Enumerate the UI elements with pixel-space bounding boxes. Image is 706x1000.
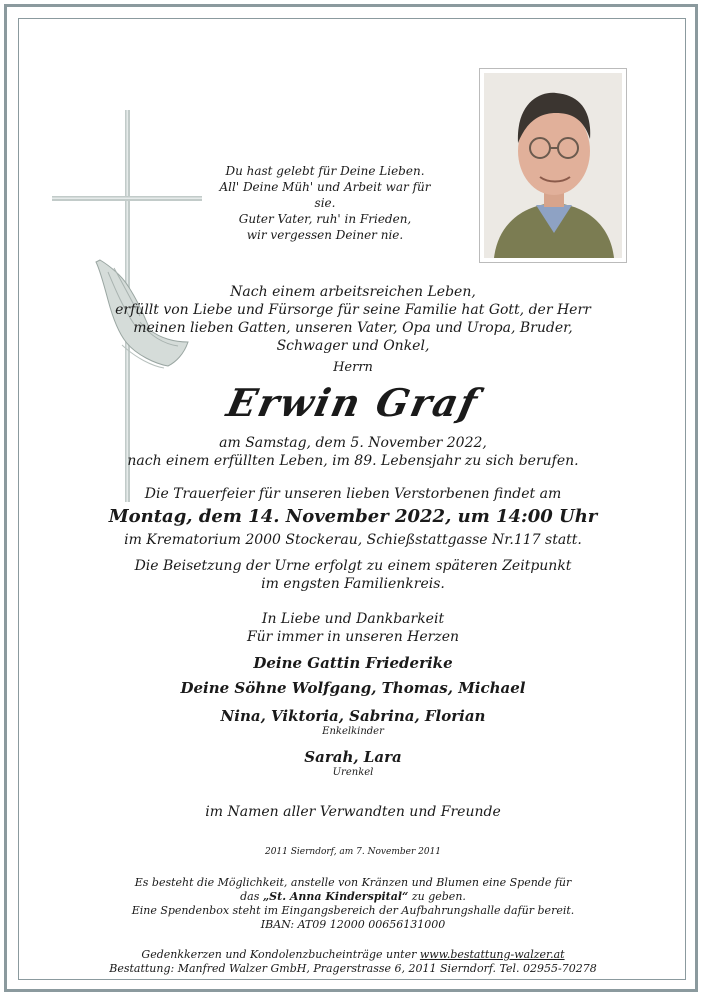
donation-line: Eine Spendenbox steht im Eingangsbereich der Aufbahrungshalle dafür bereit. [131, 904, 575, 917]
donation-line: Es besteht die Möglichkeit, anstelle von Kränzen und Blumen eine Spende für [134, 876, 572, 889]
intro-line: meinen lieben Gatten, unseren Vater, Opa und Uropa, Bruder, [133, 320, 573, 336]
date-place: 2011 Sierndorf, am 7. November 2011 [264, 847, 442, 857]
poem-line: All' Deine Müh' und Arbeit war für sie. [219, 180, 431, 210]
family-wife: Deine Gattin Friederike [253, 654, 453, 672]
great-grandchildren-label: Urenkel [332, 767, 374, 778]
intro-line: Schwager und Onkel, [276, 338, 430, 354]
footer-address: Bestattung: Manfred Walzer GmbH, Pragerstrasse 6, 2011 Sierndorf. Tel. 02955-70278 [109, 962, 597, 975]
closing-line: In Liebe und Dankbarkeit [261, 611, 445, 627]
donation-charity: „St. Anna Kinderspital“ [262, 890, 409, 903]
poem-line: Guter Vater, ruh' in Frieden, [238, 212, 412, 226]
donation-line [0, 890, 706, 904]
poem-line: wir vergessen Deiner nie. [246, 228, 404, 242]
burial-line: Die Beisetzung der Urne erfolgt zu einem späteren Zeitpunkt [134, 558, 572, 574]
poem-line: Du hast gelebt für Deine Lieben. [225, 164, 425, 178]
death-line: am Samstag, dem 5. November 2022, [219, 435, 487, 451]
intro-line: erfüllt von Liebe und Fürsorge für seine Familie hat Gott, der Herr [115, 302, 591, 318]
ceremony-date: Montag, dem 14. November 2022, um 14:00 Uhr [108, 506, 598, 527]
deceased-name: Erwin Graf [222, 380, 484, 425]
website-link[interactable]: www.bestattung-walzer.at [419, 948, 565, 961]
intro-line: Nach einem arbeitsreichen Leben, [230, 284, 476, 300]
family-great-grandchildren: Sarah, Lara [304, 748, 402, 766]
footer-text: Gedenkkerzen und Kondolenzbucheinträge unter [141, 948, 420, 961]
ceremony-place: im Krematorium 2000 Stockerau, Schießstattgasse Nr.117 statt. [124, 532, 582, 548]
family-grandchildren: Nina, Viktoria, Sabrina, Florian [220, 707, 486, 725]
portrait-photo [479, 68, 627, 263]
donation-text: zu geben. [408, 890, 466, 903]
family-sons: Deine Söhne Wolfgang, Thomas, Michael [180, 679, 526, 697]
footer-line [0, 948, 706, 962]
donation-text: das [240, 890, 263, 903]
burial-line: im engsten Familienkreis. [261, 576, 445, 592]
grandchildren-label: Enkelkinder [322, 726, 384, 737]
closing-line: Für immer in unseren Herzen [246, 629, 460, 645]
poem [210, 163, 440, 243]
ceremony-intro: Die Trauerfeier für unseren lieben Verstorbenen findet am [144, 486, 562, 502]
salutation: Herrn [333, 360, 373, 375]
death-line: nach einem erfüllten Leben, im 89. Lebensjahr zu sich berufen. [127, 453, 579, 469]
donation-iban: IBAN: AT09 12000 00656131000 [260, 918, 446, 931]
family-others: im Namen aller Verwandten und Freunde [205, 804, 501, 820]
